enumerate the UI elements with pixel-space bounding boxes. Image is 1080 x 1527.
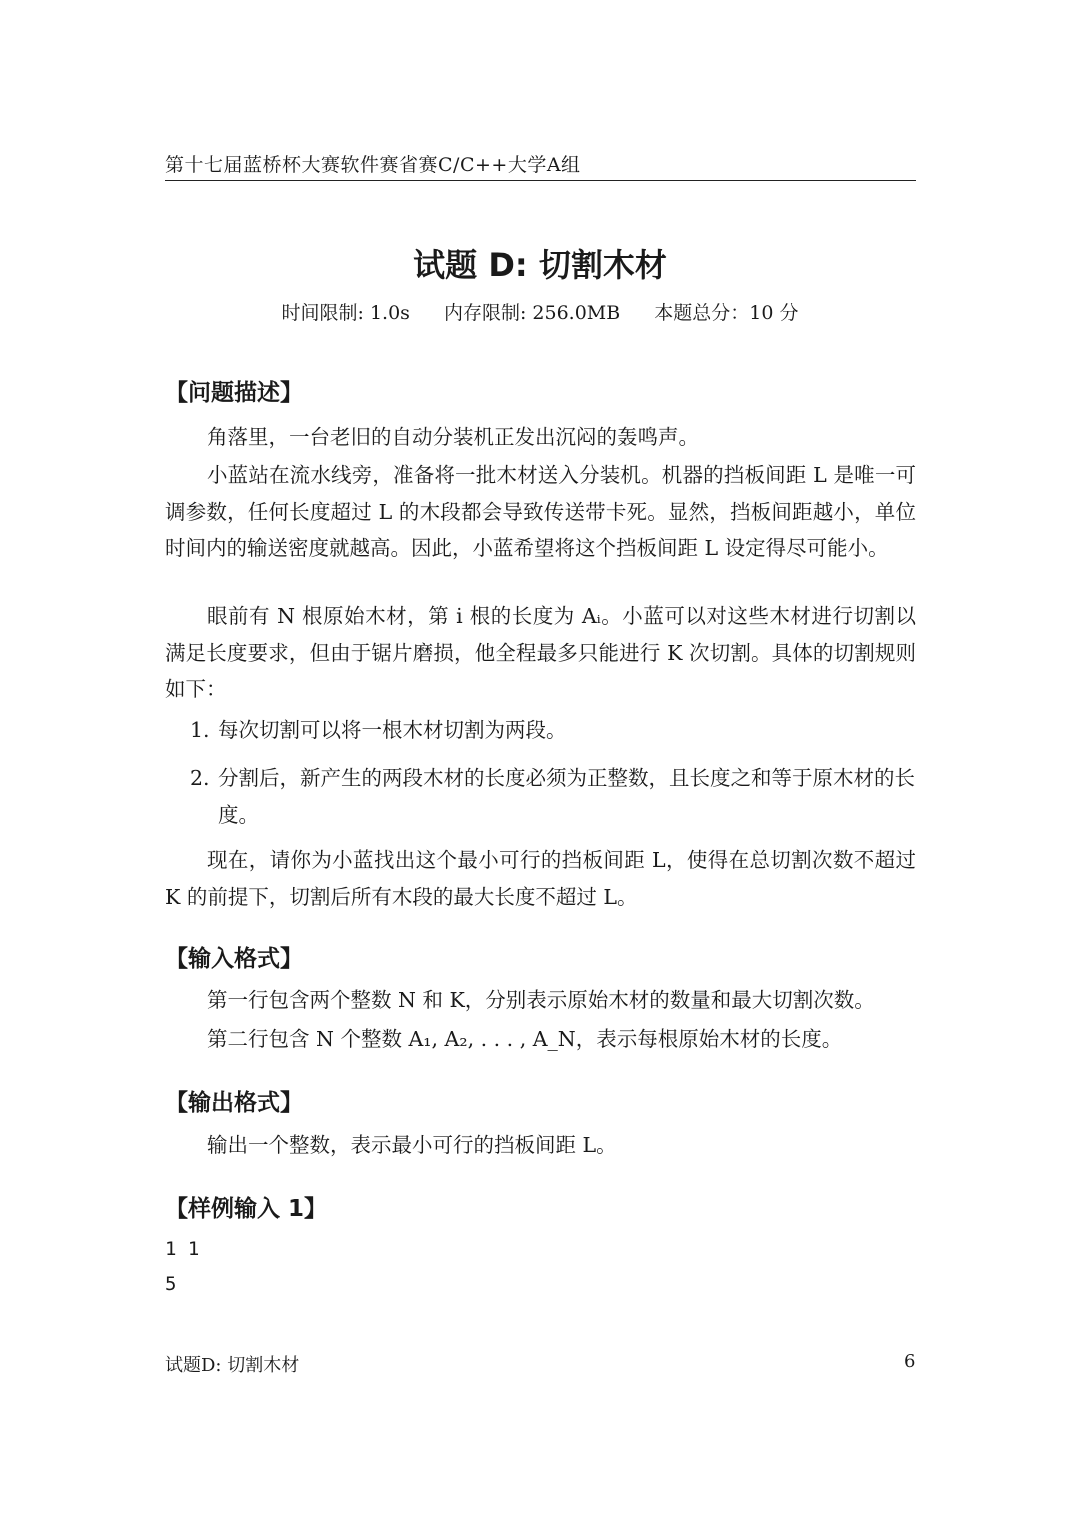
output-format-line: 输出一个整数，表示最小可行的挡板间距 L。 bbox=[207, 1133, 617, 1157]
footer-problem-title: 试题D: 切割木材 bbox=[165, 1355, 300, 1376]
rule-text: 分割后，新产生的两段木材的长度必须为正整数，且长度之和等于原木材的长度。 bbox=[218, 766, 915, 827]
rule-number: 1. bbox=[190, 718, 210, 742]
memory-limit: 内存限制: 256.0MB bbox=[443, 302, 621, 324]
contest-header: 第十七届蓝桥杯大赛软件赛省赛C/C++大学A组 bbox=[165, 154, 581, 176]
input-format-heading: 【输入格式】 bbox=[165, 946, 303, 972]
description-paragraph-1: 角落里，一台老旧的自动分装机正发出沉闷的轰鸣声。 bbox=[207, 425, 699, 449]
rule-number: 2. bbox=[190, 766, 210, 790]
rule-item-2 bbox=[190, 760, 916, 833]
problem-title: 试题 D: 切割木材 bbox=[413, 246, 667, 284]
sample-input-heading: 【样例输入 1】 bbox=[165, 1196, 328, 1222]
description-paragraph-4: 现在，请你为小蓝找出这个最小可行的挡板间距 L，使得在总切割次数不超过 K 的前提下，切割后所有木段的最大长度不超过 L。 bbox=[165, 848, 916, 909]
description-paragraph-3: 眼前有 N 根原始木材，第 i 根的长度为 Aᵢ。小蓝可以对这些木材进行切割以满足长度要求，但由于锯片磨损，他全程最多只能进行 K 次切割。具体的切割规则如下： bbox=[165, 604, 916, 701]
rule-text: 每次切割可以将一根木材切割为两段。 bbox=[218, 718, 567, 742]
sample-input-line-2: 5 bbox=[165, 1273, 177, 1295]
input-format-line-2: 第二行包含 N 个整数 A₁, A₂, . . . , A_N，表示每根原始木材的长度。 bbox=[207, 1027, 843, 1051]
input-format-line-1: 第一行包含两个整数 N 和 K，分别表示原始木材的数量和最大切割次数。 bbox=[207, 988, 875, 1012]
page-number: 6 bbox=[904, 1351, 916, 1372]
total-score: 本题总分：10 分 bbox=[654, 302, 799, 324]
header-rule bbox=[165, 180, 916, 181]
description-paragraph-2: 小蓝站在流水线旁，准备将一批木材送入分装机。机器的挡板间距 L 是唯一可调参数，任何长度超过 L 的木段都会导致传送带卡死。显然，挡板间距越小，单位时间内的输送密度就越高。因此，小蓝希望将这个挡板间距 L 设定得尽可能小。 bbox=[165, 463, 916, 560]
time-limit: 时间限制: 1.0s bbox=[281, 302, 410, 324]
output-format-heading: 【输出格式】 bbox=[165, 1090, 303, 1116]
rule-item-1 bbox=[190, 712, 916, 749]
sample-input-line-1: 1 1 bbox=[165, 1238, 200, 1260]
description-heading: 【问题描述】 bbox=[165, 380, 303, 406]
limits-line bbox=[0, 298, 1080, 325]
